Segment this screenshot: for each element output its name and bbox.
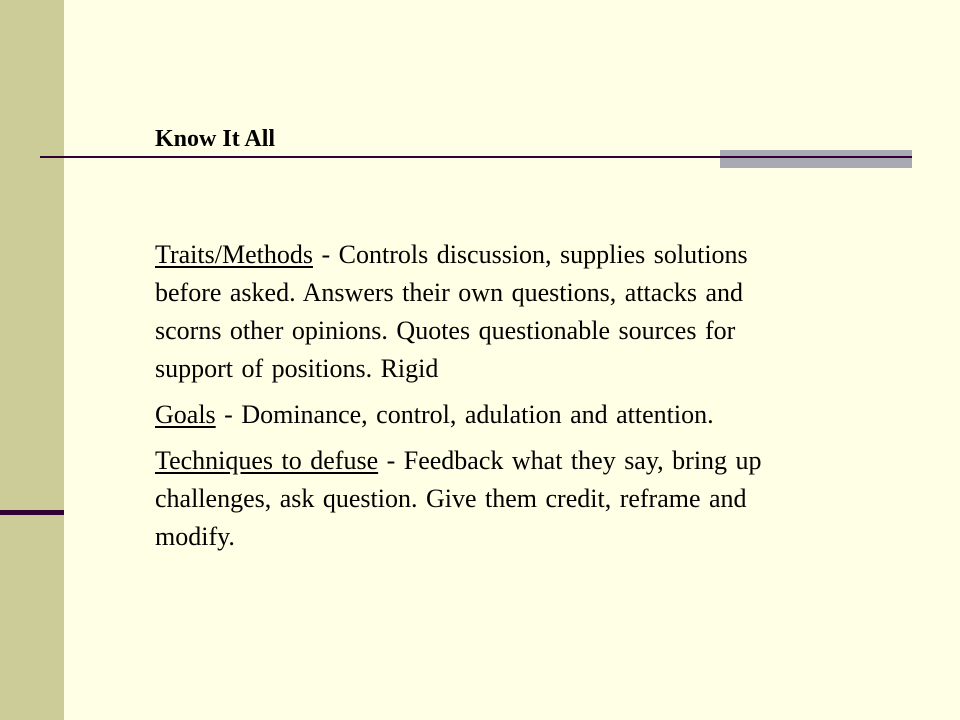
heading-goals: Goals xyxy=(155,400,216,429)
heading-techniques-to-defuse: Techniques to defuse xyxy=(155,446,379,475)
heading-traits-methods: Traits/Methods xyxy=(155,240,313,269)
left-sidebar-bar xyxy=(0,0,64,720)
text-goals: - Dominance, control, adulation and attention. xyxy=(215,400,714,429)
title-rule-accent-block xyxy=(720,150,912,168)
slide-title: Know It All xyxy=(155,126,276,152)
slide-body xyxy=(155,236,795,564)
text-traits-methods: - Controls discussion, supplies solutions before asked. Answers their own questions, attacks and scorns other opinions. Quotes questionable sources for support of positions. Rigid xyxy=(155,240,748,383)
paragraph-goals xyxy=(155,396,795,434)
paragraph-techniques xyxy=(155,442,795,556)
left-bar-accent-line xyxy=(0,510,64,515)
paragraph-traits-methods xyxy=(155,236,795,388)
text-techniques: - Feedback what they say, bring up challenges, ask question. Give them credit, reframe and modify. xyxy=(155,446,762,551)
